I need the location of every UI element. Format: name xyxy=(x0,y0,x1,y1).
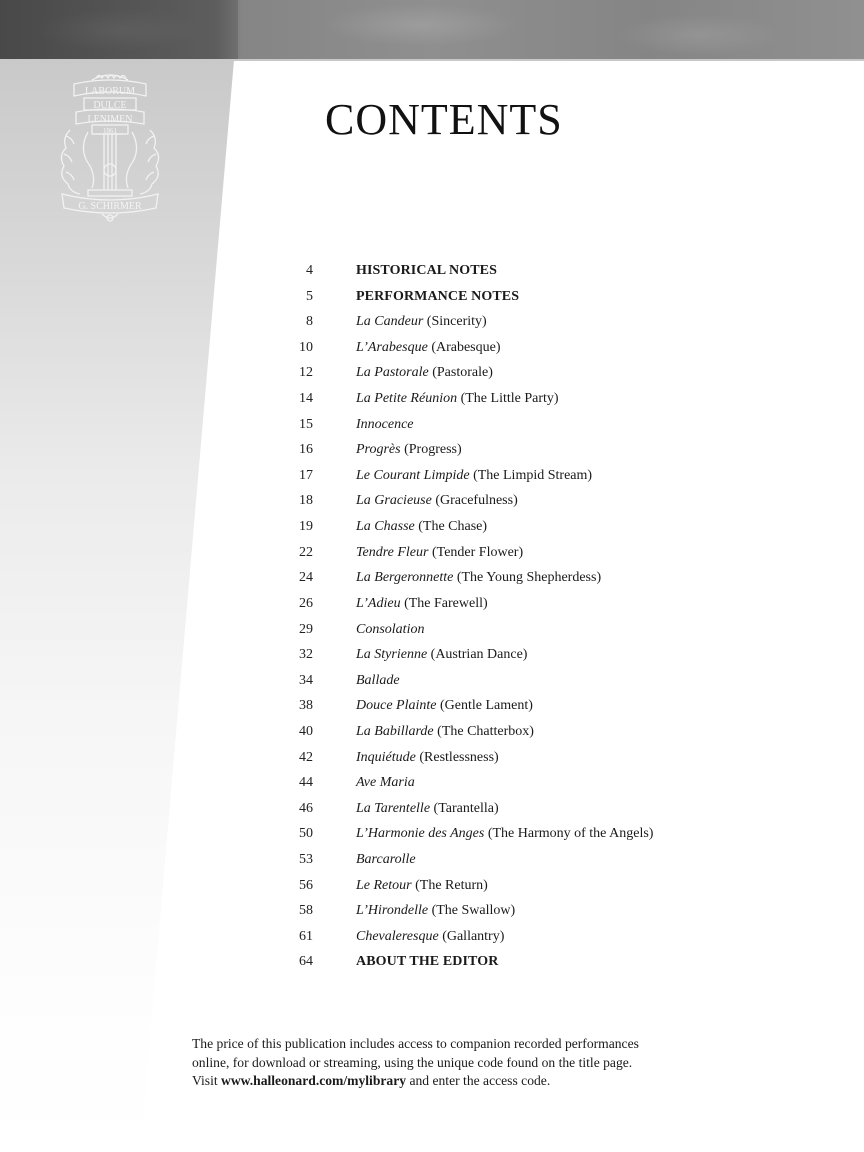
toc-entry xyxy=(280,415,653,441)
toc-entry xyxy=(280,363,653,389)
toc-translation: (Gallantry) xyxy=(438,928,505,944)
toc-piece-title: Le Retour xyxy=(356,877,412,893)
toc-page-number: 18 xyxy=(299,493,313,509)
toc-entry xyxy=(280,287,653,313)
toc-piece-title: La Babillarde xyxy=(356,723,434,739)
toc-title xyxy=(356,824,653,844)
toc-page-number: 40 xyxy=(299,723,313,739)
toc-page-number: 64 xyxy=(299,954,313,970)
toc-title xyxy=(356,287,519,307)
toc-piece-title: Ave Maria xyxy=(356,775,415,791)
top-band-shade xyxy=(0,0,238,60)
toc-entry xyxy=(280,748,653,774)
toc-title xyxy=(356,901,515,921)
toc-title xyxy=(356,876,488,896)
toc-piece-title: La Petite Réunion xyxy=(356,391,458,407)
toc-piece-title: La Candeur xyxy=(356,314,424,330)
toc-translation: (The Little Party) xyxy=(457,391,559,407)
toc-entry xyxy=(280,568,653,594)
toc-title xyxy=(356,952,498,972)
access-code-note xyxy=(192,1035,712,1091)
note-line-3-prefix: Visit xyxy=(192,1073,222,1088)
toc-page-number: 8 xyxy=(306,314,313,330)
toc-piece-title: L’Harmonie des Anges xyxy=(356,826,485,842)
toc-title xyxy=(356,671,400,691)
note-line-3-suffix: and enter the access code. xyxy=(406,1073,551,1088)
toc-piece-title: La Gracieuse xyxy=(356,493,432,509)
toc-page-number: 16 xyxy=(299,442,313,458)
toc-entry xyxy=(280,543,653,569)
toc-entry xyxy=(280,517,653,543)
toc-translation: (The Young Shepherdess) xyxy=(453,570,602,586)
toc-title xyxy=(356,696,533,716)
toc-title xyxy=(356,927,504,947)
mylibrary-link[interactable]: www.halleonard.com/mylibrary xyxy=(221,1073,407,1088)
toc-page-number: 22 xyxy=(299,544,313,560)
toc-entry xyxy=(280,312,653,338)
toc-page-number: 32 xyxy=(299,647,313,663)
toc-entry xyxy=(280,466,653,492)
toc-title xyxy=(356,363,493,383)
toc-title xyxy=(356,568,601,588)
toc-piece-title: Consolation xyxy=(356,621,425,637)
page-title: CONTENTS xyxy=(325,95,563,144)
toc-translation: (Tarantella) xyxy=(430,800,499,816)
toc-entry xyxy=(280,952,653,978)
toc-page-number: 14 xyxy=(299,391,313,407)
toc-page-number: 42 xyxy=(299,749,313,765)
toc-translation: (The Chase) xyxy=(414,519,488,535)
toc-title xyxy=(356,466,592,486)
toc-page-number: 53 xyxy=(299,852,313,868)
toc-piece-title: Innocence xyxy=(356,416,414,432)
toc-page-number: 38 xyxy=(299,698,313,714)
toc-page-number: 44 xyxy=(299,775,313,791)
svg-text:G. SCHIRMER: G. SCHIRMER xyxy=(78,201,142,212)
toc-page-number: 34 xyxy=(299,672,313,688)
toc-title xyxy=(356,594,488,614)
toc-translation: (The Swallow) xyxy=(428,903,516,919)
toc-entry xyxy=(280,261,653,287)
toc-entry xyxy=(280,722,653,748)
toc-entry xyxy=(280,620,653,646)
toc-entry xyxy=(280,773,653,799)
toc-title xyxy=(356,850,416,870)
toc-entry xyxy=(280,645,653,671)
toc-title xyxy=(356,261,497,281)
toc-entry xyxy=(280,876,653,902)
toc-piece-title: Progrès xyxy=(356,442,401,458)
toc-title xyxy=(356,722,534,742)
toc-page-number: 12 xyxy=(299,365,313,381)
toc-translation: (Arabesque) xyxy=(427,339,501,355)
svg-text:1861: 1861 xyxy=(103,127,117,135)
toc-translation: (Sincerity) xyxy=(423,314,487,330)
toc-piece-title: La Pastorale xyxy=(356,365,429,381)
toc-page-number: 5 xyxy=(306,288,313,304)
toc-translation: (The Farewell) xyxy=(400,595,488,611)
toc-entry xyxy=(280,440,653,466)
toc-piece-title: L’Hirondelle xyxy=(356,903,429,919)
toc-title xyxy=(356,491,518,511)
toc-piece-title: La Bergeronnette xyxy=(356,570,454,586)
toc-translation: (Gentle Lament) xyxy=(436,698,533,714)
toc-entry xyxy=(280,338,653,364)
toc-page-number: 19 xyxy=(299,519,313,535)
toc-translation: (The Chatterbox) xyxy=(433,723,534,739)
toc-page-number: 26 xyxy=(299,595,313,611)
toc-translation: (The Limpid Stream) xyxy=(469,467,593,483)
toc-entry xyxy=(280,824,653,850)
toc-title xyxy=(356,338,501,358)
toc-title xyxy=(356,517,487,537)
toc-translation: (The Harmony of the Angels) xyxy=(484,826,654,842)
svg-text:DULCE: DULCE xyxy=(93,100,127,111)
toc-piece-title: L’Adieu xyxy=(356,595,401,611)
note-line-2: online, for download or streaming, using the unique code found on the title page. xyxy=(192,1054,633,1070)
svg-text:LABORUM: LABORUM xyxy=(84,86,136,97)
toc-translation: (Gracefulness) xyxy=(431,493,518,509)
toc-title xyxy=(356,645,527,665)
toc-page-number: 56 xyxy=(299,877,313,893)
toc-entry xyxy=(280,389,653,415)
toc-page-number: 29 xyxy=(299,621,313,637)
toc-entry xyxy=(280,671,653,697)
toc-title xyxy=(356,620,424,640)
schirmer-crest-logo xyxy=(52,70,168,222)
toc-entry xyxy=(280,850,653,876)
toc-page-number: 4 xyxy=(306,263,313,278)
toc-piece-title: Chevaleresque xyxy=(356,928,439,944)
crest-icon xyxy=(52,70,168,222)
toc-piece-title: Tendre Fleur xyxy=(356,544,429,560)
toc-piece-title: Barcarolle xyxy=(356,852,416,868)
toc-translation: (Tender Flower) xyxy=(428,544,524,560)
toc-entry xyxy=(280,927,653,953)
toc-section-heading: HISTORICAL NOTES xyxy=(356,263,498,278)
toc-title xyxy=(356,440,462,460)
toc-piece-title: La Styrienne xyxy=(356,647,428,663)
toc-piece-title: Ballade xyxy=(356,672,400,688)
toc-page-number: 61 xyxy=(299,928,313,944)
toc-entry xyxy=(280,799,653,825)
toc-page-number: 10 xyxy=(299,339,313,355)
toc-title xyxy=(356,773,415,793)
toc-translation: (The Return) xyxy=(411,877,488,893)
toc-title xyxy=(356,543,523,563)
toc-piece-title: La Chasse xyxy=(356,519,415,535)
toc-translation: (Austrian Dance) xyxy=(427,647,528,663)
toc-entry xyxy=(280,594,653,620)
toc-piece-title: Inquiétude xyxy=(356,749,416,765)
toc-page-number: 15 xyxy=(299,416,313,432)
toc-piece-title: L’Arabesque xyxy=(356,339,428,355)
toc-section-heading: PERFORMANCE NOTES xyxy=(356,288,520,304)
svg-text:LENIMEN: LENIMEN xyxy=(87,114,133,125)
toc-piece-title: La Tarentelle xyxy=(356,800,431,816)
note-line-1: The price of this publication includes access to companion recorded performances xyxy=(192,1036,639,1051)
toc-entry xyxy=(280,901,653,927)
toc-title xyxy=(356,389,559,409)
toc-translation: (Pastorale) xyxy=(428,365,493,381)
toc-page-number: 50 xyxy=(299,826,313,842)
toc-title xyxy=(356,748,499,768)
toc-piece-title: Douce Plainte xyxy=(356,698,437,714)
toc-entry xyxy=(280,696,653,722)
toc-title xyxy=(356,415,414,435)
toc-translation: (Restlessness) xyxy=(415,749,499,765)
toc-piece-title: Le Courant Limpide xyxy=(356,467,470,483)
toc-section-heading: ABOUT THE EDITOR xyxy=(356,954,499,970)
toc-page-number: 58 xyxy=(299,903,313,919)
toc-page-number: 17 xyxy=(299,467,313,483)
toc-title xyxy=(356,799,499,819)
toc-page-number: 24 xyxy=(299,570,313,586)
table-of-contents xyxy=(280,261,653,978)
toc-title xyxy=(356,312,487,332)
left-gray-panel xyxy=(0,60,240,1152)
toc-page-number: 46 xyxy=(299,800,313,816)
toc-translation: (Progress) xyxy=(400,442,462,458)
toc-entry xyxy=(280,491,653,517)
